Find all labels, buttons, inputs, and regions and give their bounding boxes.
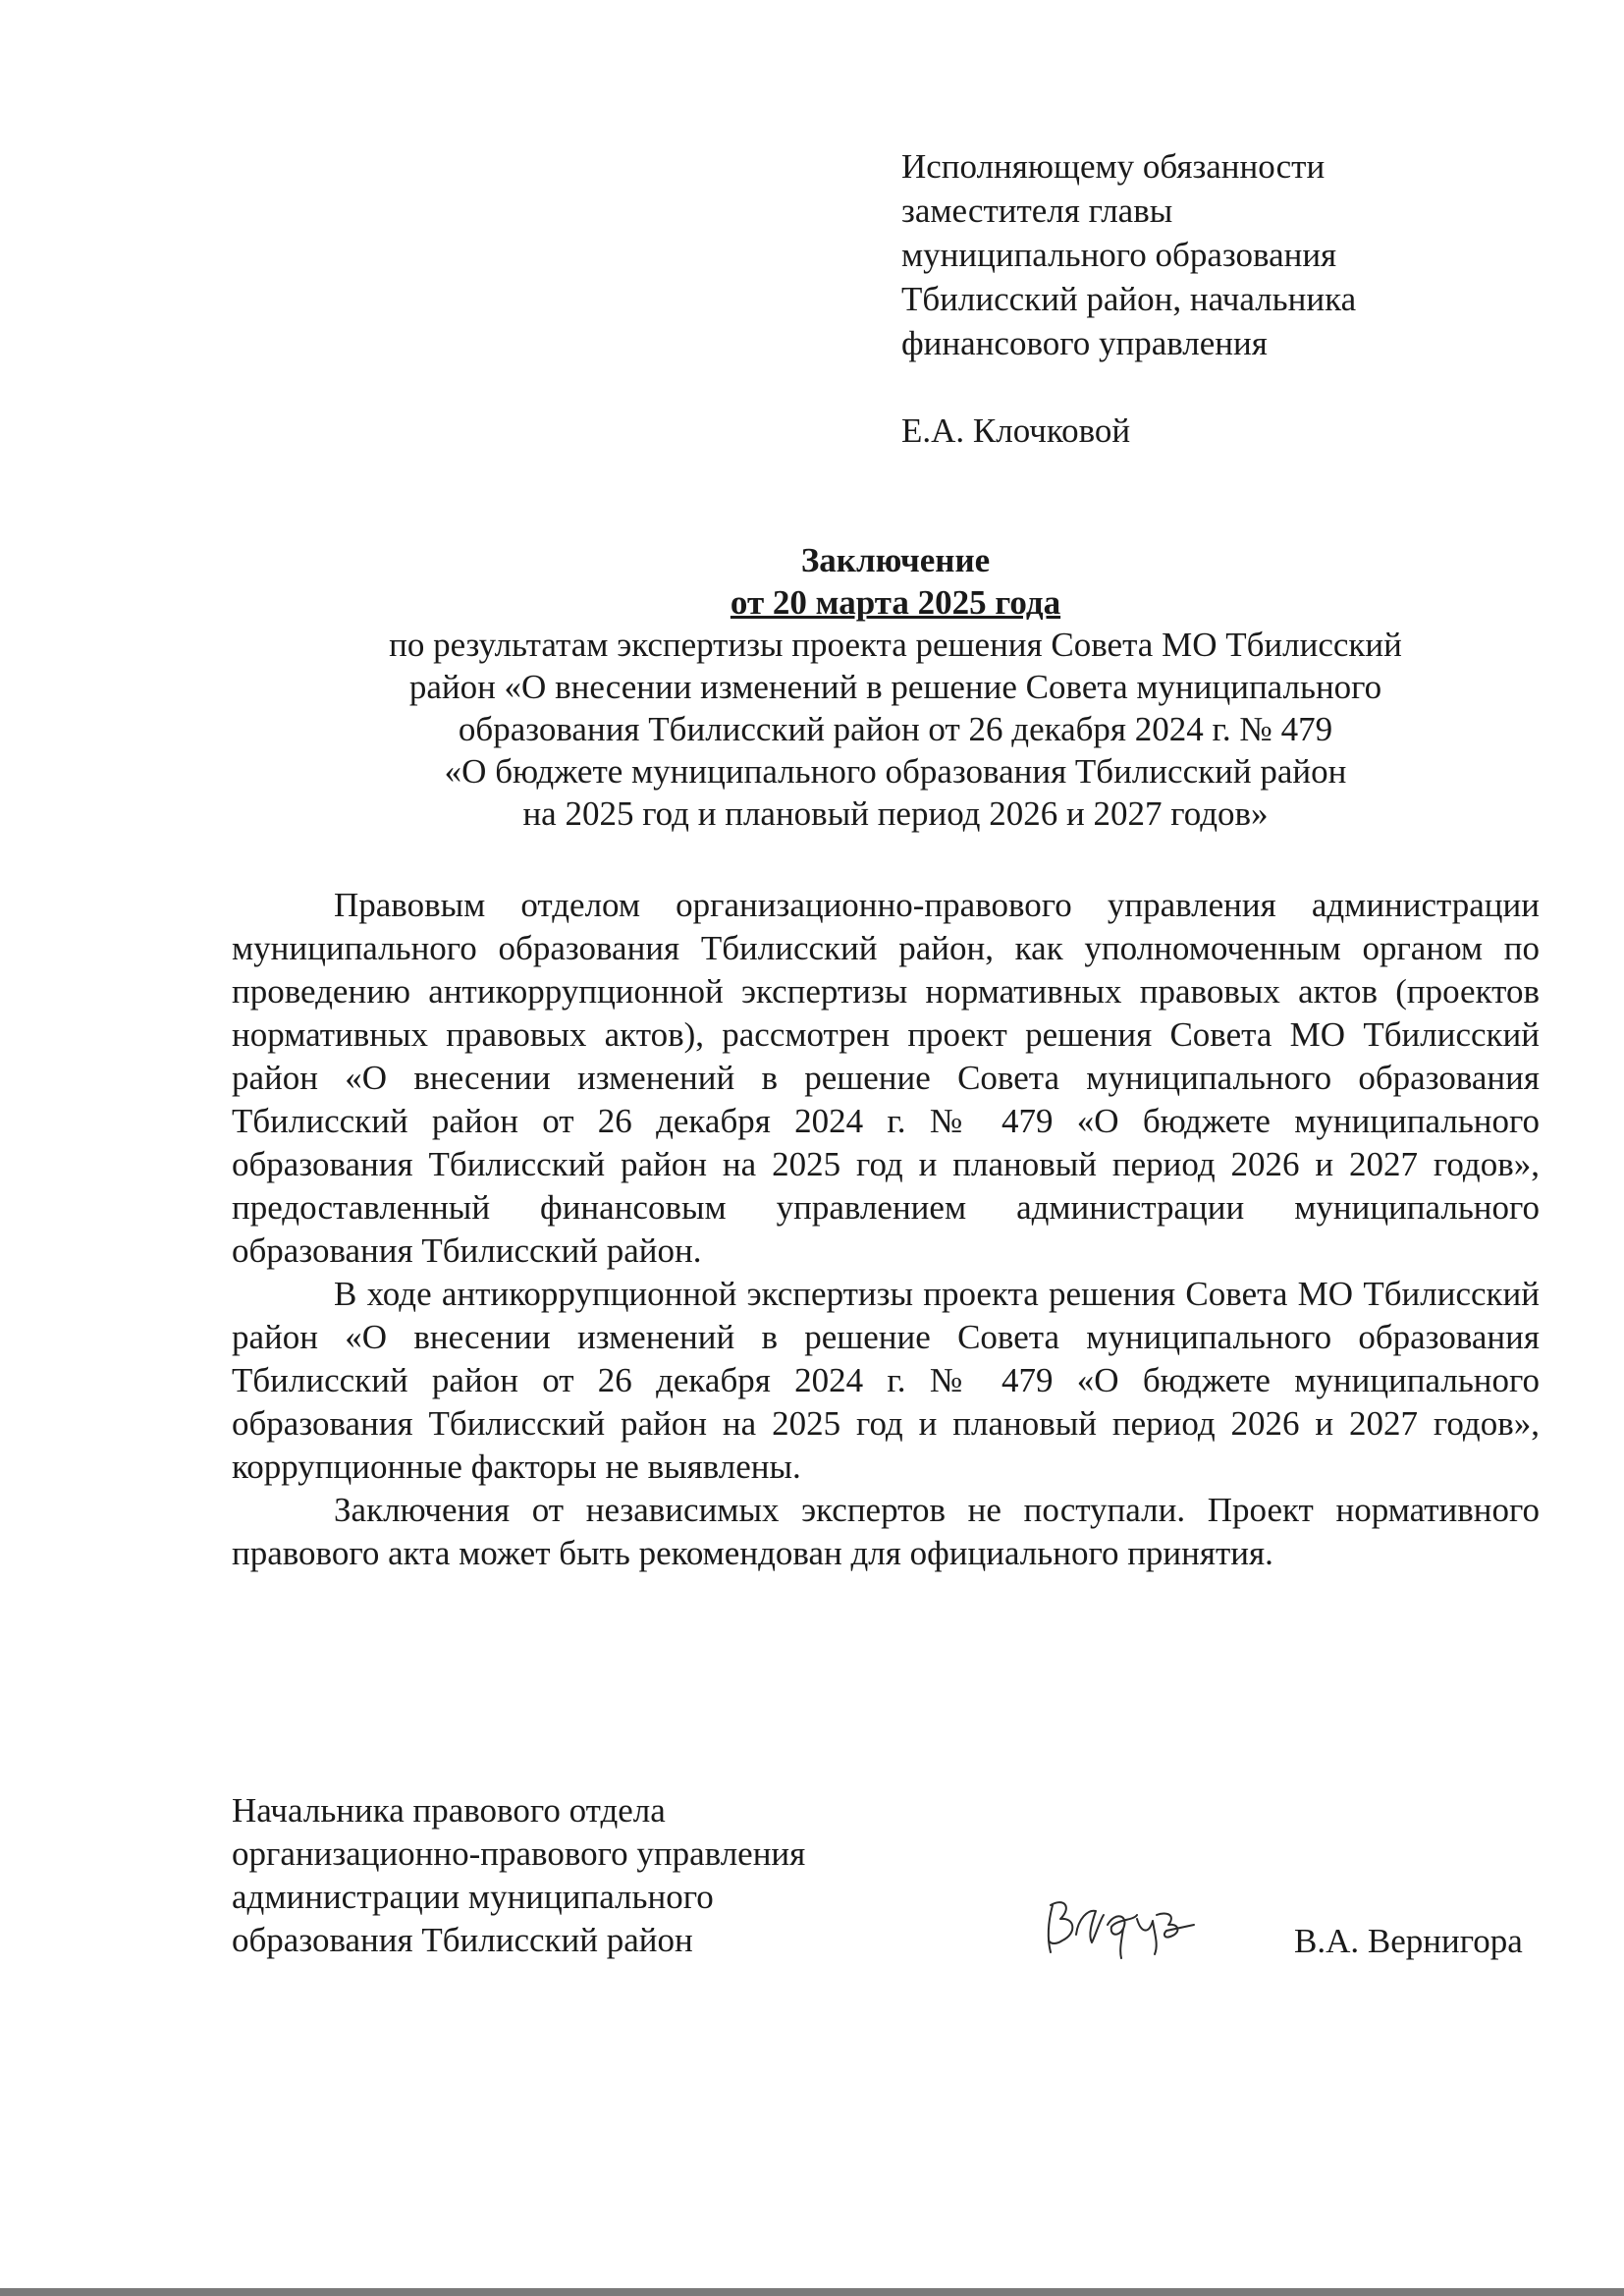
body-paragraph: Правовым отделом организационно-правового управления администрации муниципального образования Тбилисский район, как уполномоченным органом по проведению антикоррупционной экспертизы нормативных правовых актов (проектов нормативных правовых актов), рассмотрен проект решения Совета МО Тбилисский район «О внесении изменений в решение Совета муниципального образования Тбилисский район от 26 декабря 2024 г. № 479 «О бюджете муниципального образования Тбилисский район на 2025 год и плановый период 2026 и 2027 годов», предоставленный финансовым управлением администрации муниципального образования Тбилисский район. <box>232 886 1540 1270</box>
addressee-line: муниципального образования <box>901 236 1337 274</box>
addressee-block <box>901 144 1490 453</box>
handwritten-signature <box>1039 1876 1206 1964</box>
addressee-line: Тбилисский район, начальника <box>901 280 1357 318</box>
document-subtitle-line: образования Тбилисский район от 26 декабря 2024 г. № 479 <box>458 710 1333 748</box>
signatory-position-line: администрации муниципального <box>232 1878 714 1916</box>
signatory-position-line: Начальника правового отдела <box>232 1791 666 1830</box>
addressee-name: Е.А. Клочковой <box>901 411 1131 450</box>
scan-edge-border <box>0 2288 1624 2296</box>
document-date: от 20 марта 2025 года <box>730 583 1061 622</box>
body-paragraph: В ходе антикоррупционной экспертизы проекта решения Совета МО Тбилисский район «О внесении изменений в решение Совета муниципального образования Тбилисский район от 26 декабря 2024 г. № 479 «О бюджете муниципального образования Тбилисский район на 2025 год и плановый период 2026 и 2027 годов», коррупционные факторы не выявлены. <box>232 1275 1540 1486</box>
signatory-position-line: образования Тбилисский район <box>232 1921 693 1959</box>
signatory-position <box>232 1789 939 1962</box>
document-subtitle-line: район «О внесении изменений в решение Совета муниципального <box>408 668 1382 706</box>
document-subtitle-line: «О бюджете муниципального образования Тбилисский район <box>444 752 1347 791</box>
addressee-line: заместителя главы <box>901 191 1173 230</box>
signer-name: В.А. Вернигора <box>1294 1922 1523 1960</box>
signatory-position-line: организационно-правового управления <box>232 1834 806 1873</box>
addressee-line: Исполняющему обязанности <box>901 147 1326 186</box>
document-title: Заключение <box>800 541 991 579</box>
document-subtitle-line: по результатам экспертизы проекта решения Совета МО Тбилисский <box>389 626 1402 664</box>
document-subtitle-line: на 2025 год и плановый период 2026 и 2027 годов» <box>522 794 1269 833</box>
document-body <box>232 884 1540 1575</box>
document-heading <box>233 539 1558 835</box>
body-paragraph: Заключения от независимых экспертов не поступали. Проект нормативного правового акта может быть рекомендован для официального принятия. <box>232 1491 1540 1572</box>
addressee-line: финансового управления <box>901 324 1268 362</box>
